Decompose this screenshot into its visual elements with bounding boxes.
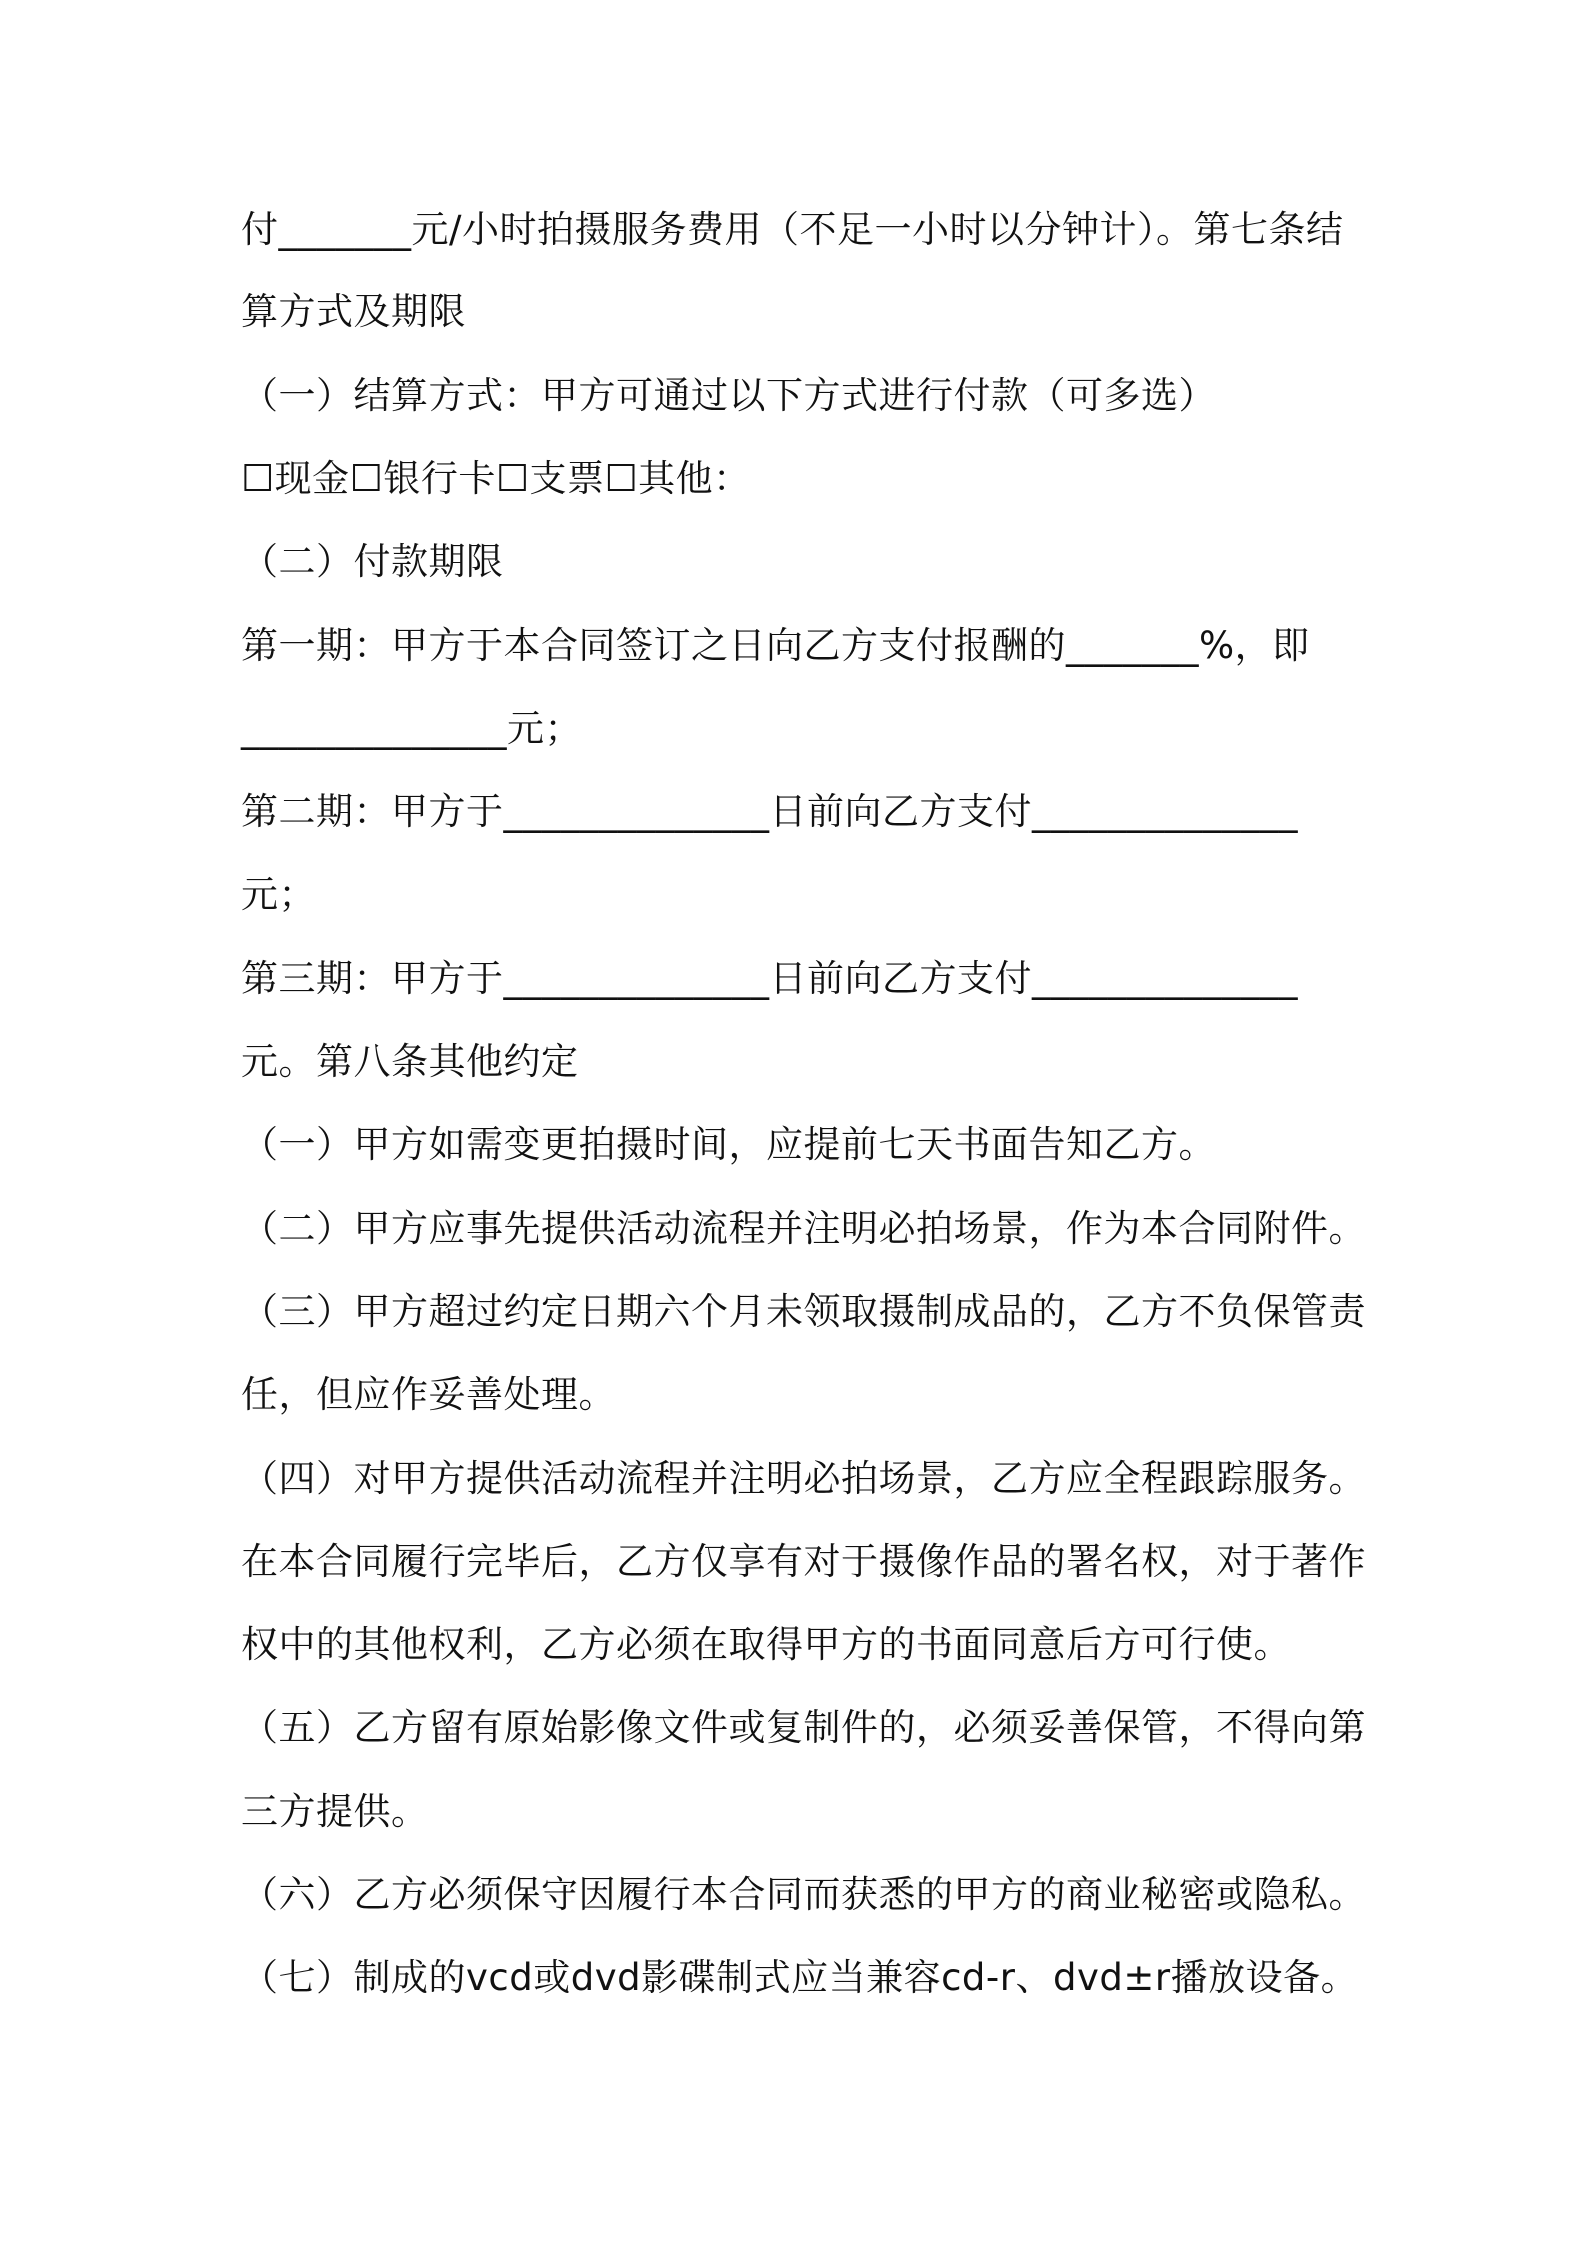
text-line: 元。第八条其他约定 xyxy=(241,1040,579,1083)
text-line: （一）结算方式：甲方可通过以下方式进行付款（可多选） xyxy=(241,374,1216,417)
text-line: （二）付款期限 xyxy=(241,540,504,583)
text-line: 付_______元/小时拍摄服务费用（不足一小时以分钟计）。第七条结 xyxy=(241,208,1344,251)
text-line: （四）对甲方提供活动流程并注明必拍场景，乙方应全程跟踪服务。 xyxy=(241,1457,1366,1500)
text-line: 在本合同履行完毕后，乙方仅享有对于摄像作品的署名权，对于著作 xyxy=(241,1540,1366,1583)
text-line: 第三期：甲方于______________日前向乙方支付______________ xyxy=(241,957,1298,1000)
text-line: 权中的其他权利，乙方必须在取得甲方的书面同意后方可行使。 xyxy=(241,1623,1291,1666)
text-line: （六）乙方必须保守因履行本合同而获悉的甲方的商业秘密或隐私。 xyxy=(241,1873,1366,1916)
text-line: 元； xyxy=(241,873,316,916)
text-line: 任，但应作妥善处理。 xyxy=(241,1373,616,1416)
text-line: 三方提供。 xyxy=(241,1790,429,1833)
text-line: （一）甲方如需变更拍摄时间，应提前七天书面告知乙方。 xyxy=(241,1123,1216,1166)
text-line: 第二期：甲方于______________日前向乙方支付______________ xyxy=(241,790,1298,833)
text-line: （二）甲方应事先提供活动流程并注明必拍场景，作为本合同附件。 xyxy=(241,1207,1366,1250)
text-line: （三）甲方超过约定日期六个月未领取摄制成品的，乙方不负保管责 xyxy=(241,1290,1366,1333)
text-line: （五）乙方留有原始影像文件或复制件的，必须妥善保管，不得向第 xyxy=(241,1706,1366,1749)
text-line: ☐现金☐银行卡☐支票☐其他： xyxy=(241,457,751,500)
text-line: 第一期：甲方于本合同签订之日向乙方支付报酬的_______%，即 xyxy=(241,624,1310,667)
text-line: ______________元； xyxy=(241,707,582,750)
text-line: 算方式及期限 xyxy=(241,290,466,333)
text-line: （七）制成的vcd或dvd影碟制式应当兼容cd-r、dvd±r播放设备。 xyxy=(241,1956,1359,1999)
